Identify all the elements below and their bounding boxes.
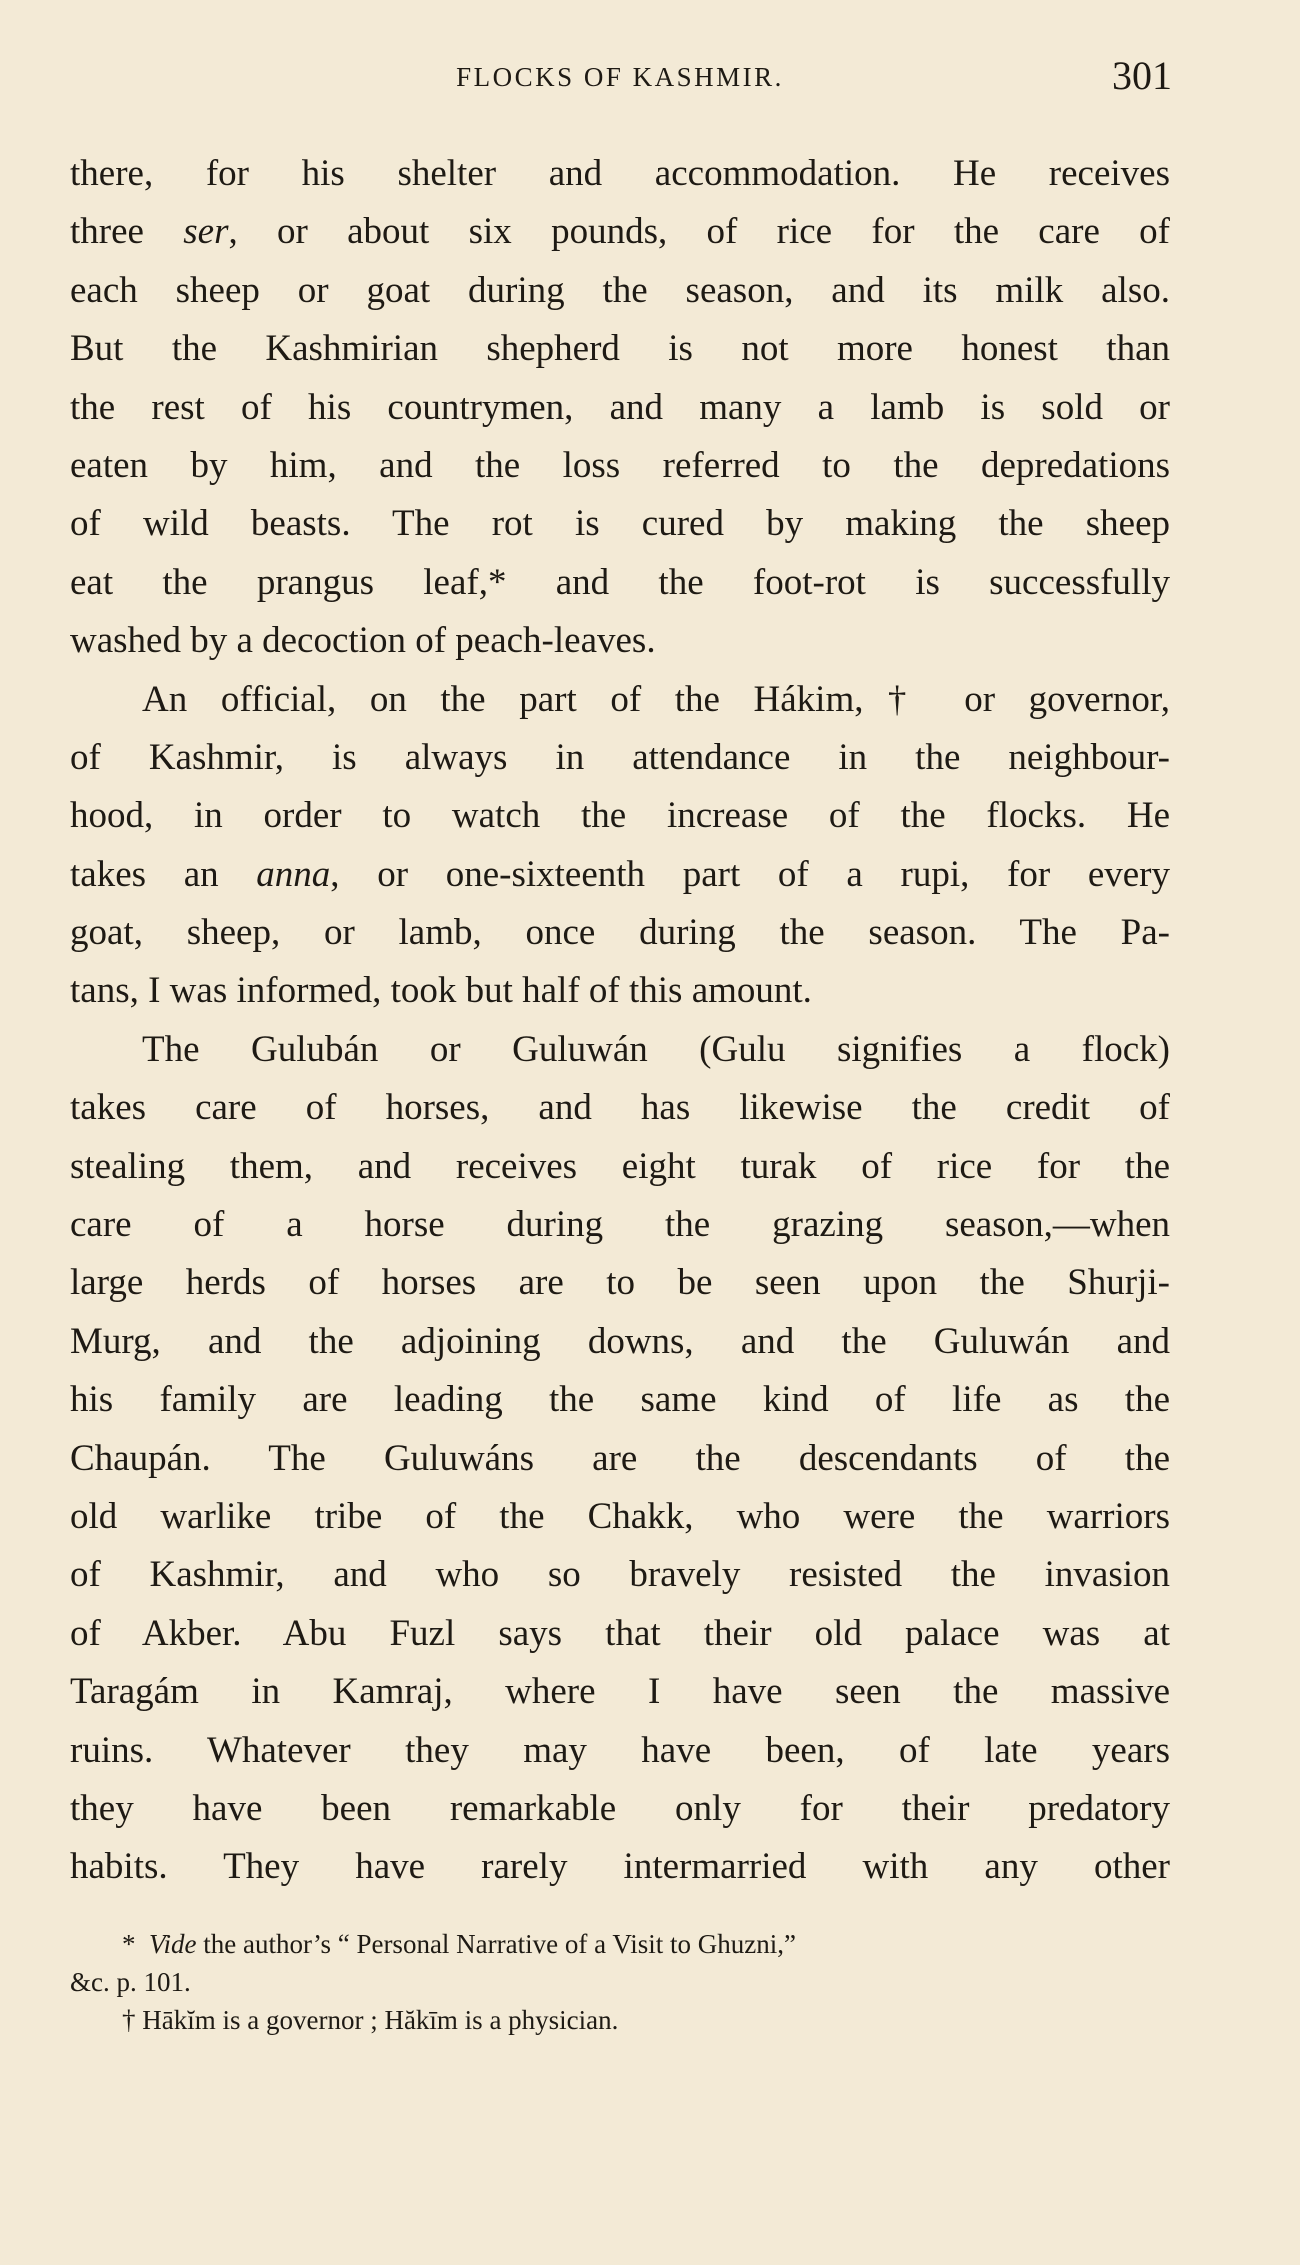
text-line: habits. They have rarely intermarried with any other [70,1846,1170,1888]
footnote-1-continuation: &c. p. 101. [70,1967,191,1997]
text-fragment: takes an [70,853,257,895]
text-line: old warlike tribe of the Chakk, who were the warriors [70,1495,1170,1537]
text-line: eaten by him, and the loss referred to the depredations [70,444,1170,486]
text-line: there, for his shelter and accommodation. He receives [70,153,1170,194]
text-line: eat the prangus leaf,* and the foot-rot is successfully [70,561,1170,603]
text-line: tans, I was informed, took but half of this amount. [70,970,812,1012]
footnote-1 [70,1925,1170,1963]
text-line: the rest of his countrymen, and many a lamb is sold or [70,386,1170,428]
running-title: FLOCKS OF KASHMIR. [456,62,784,92]
italic-term: anna [256,853,331,895]
text-fragment: three [70,211,184,253]
text-line: large herds of horses are to be seen upon the Shurji- [70,1262,1170,1304]
page-number: 301 [1112,53,1172,98]
text-line: of Kashmir, and who so bravely resisted the invasion [70,1554,1170,1596]
footnote-text: the author’s “ Personal Narrative of a Visit to Ghuzni,” [196,1929,796,1959]
text-line: each sheep or goat during the season, and its milk also. [70,269,1170,311]
footnotes [70,1925,1170,2039]
text-line: of wild beasts. The rot is cured by making the sheep [70,503,1170,545]
running-head [70,52,1170,102]
text-fragment: , or about six pounds, of rice for the care of [228,211,1171,253]
text-fragment: , or one-sixteenth part of a rupi, for every [330,853,1170,895]
text-line: Taragám in Kamraj, where I have seen the massive [70,1671,1170,1713]
text-line: But the Kashmirian shepherd is not more honest than [70,328,1170,370]
text-line [70,846,1170,904]
text-line: his family are leading the same kind of life as the [70,1379,1170,1421]
text-line: hood, in order to watch the increase of the flocks. He [70,795,1170,837]
footnote-2: † Hākĭm is a governor ; Hăkīm is a physician. [122,2005,619,2035]
italic-term: Vide [149,1929,197,1959]
text-line: stealing them, and receives eight turak of rice for the [70,1145,1170,1187]
text-line: of Kashmir, is always in attendance in the neighbour- [70,736,1170,778]
text-line: The Gulubán or Guluwán (Gulu signifies a flock) [142,1028,1170,1070]
text-line: of Akber. Abu Fuzl says that their old palace was at [70,1612,1170,1654]
italic-term: ser [183,211,229,253]
text-line: Murg, and the adjoining downs, and the Guluwán and [70,1320,1170,1362]
text-line: they have been remarkable only for their predatory [70,1787,1170,1829]
text-line: care of a horse during the grazing season,—when [70,1204,1170,1246]
text-line: goat, sheep, or lamb, once during the season. The Pa- [70,912,1170,954]
text-line: washed by a decoction of peach-leaves. [70,620,656,662]
text-line: ruins. Whatever they may have been, of late years [70,1729,1170,1771]
text-line: takes care of horses, and has likewise the credit of [70,1087,1170,1129]
text-line: Chaupán. The Guluwáns are the descendants of the [70,1437,1170,1479]
text-line [70,203,1170,261]
footnote-marker: * [122,1929,136,1959]
text-line: An official, on the part of the Hákim,† or governor, [142,678,1170,720]
body-text [70,145,1170,1897]
